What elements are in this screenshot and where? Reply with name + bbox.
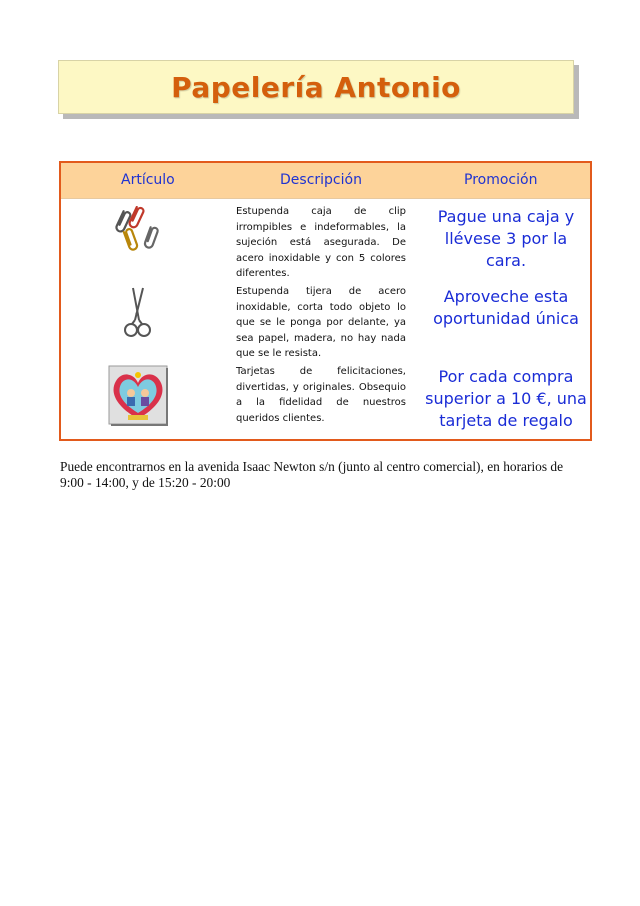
column-header-promotion: Promoción bbox=[464, 172, 538, 188]
table-row bbox=[61, 282, 590, 362]
item-description: Tarjetas de felicitaciones, divertidas, y originales. Obsequio a la fidelidad de nuestros queridos clientes. bbox=[236, 366, 406, 424]
paperclips-icon bbox=[111, 206, 163, 258]
item-description: Estupenda caja de clip irrompibles e indeformables, la sujeción está asegurada. De acero inoxidable y con 5 colores diferentes. bbox=[236, 206, 406, 279]
page-title: Papelería Antonio bbox=[171, 70, 461, 104]
table-row bbox=[61, 362, 590, 432]
promotions-table bbox=[59, 161, 592, 441]
table-header bbox=[61, 163, 590, 199]
scissors-icon bbox=[119, 284, 155, 344]
greeting-card-icon bbox=[108, 365, 170, 427]
item-promotion: Pague una caja y llévese 3 por la cara. bbox=[437, 207, 575, 270]
item-promotion: Por cada compra superior a 10 €, una tarjeta de regalo bbox=[425, 367, 587, 430]
store-info: Puede encontrarnos en la avenida Isaac Newton s/n (junto al centro comercial), en horarios de 9:00 - 14:00, y de 15:20 - 20:00 bbox=[60, 459, 564, 490]
table-row bbox=[61, 200, 590, 280]
column-header-article: Artículo bbox=[121, 172, 175, 188]
title-banner bbox=[58, 60, 574, 114]
column-header-description: Descripción bbox=[280, 172, 362, 188]
item-promotion: Aproveche esta oportunidad única bbox=[433, 287, 579, 328]
item-description: Estupenda tijera de acero inoxidable, corta todo objeto lo que se le ponga por delante, ya sea papel, madera, no hay nada que se le resista. bbox=[236, 286, 406, 359]
